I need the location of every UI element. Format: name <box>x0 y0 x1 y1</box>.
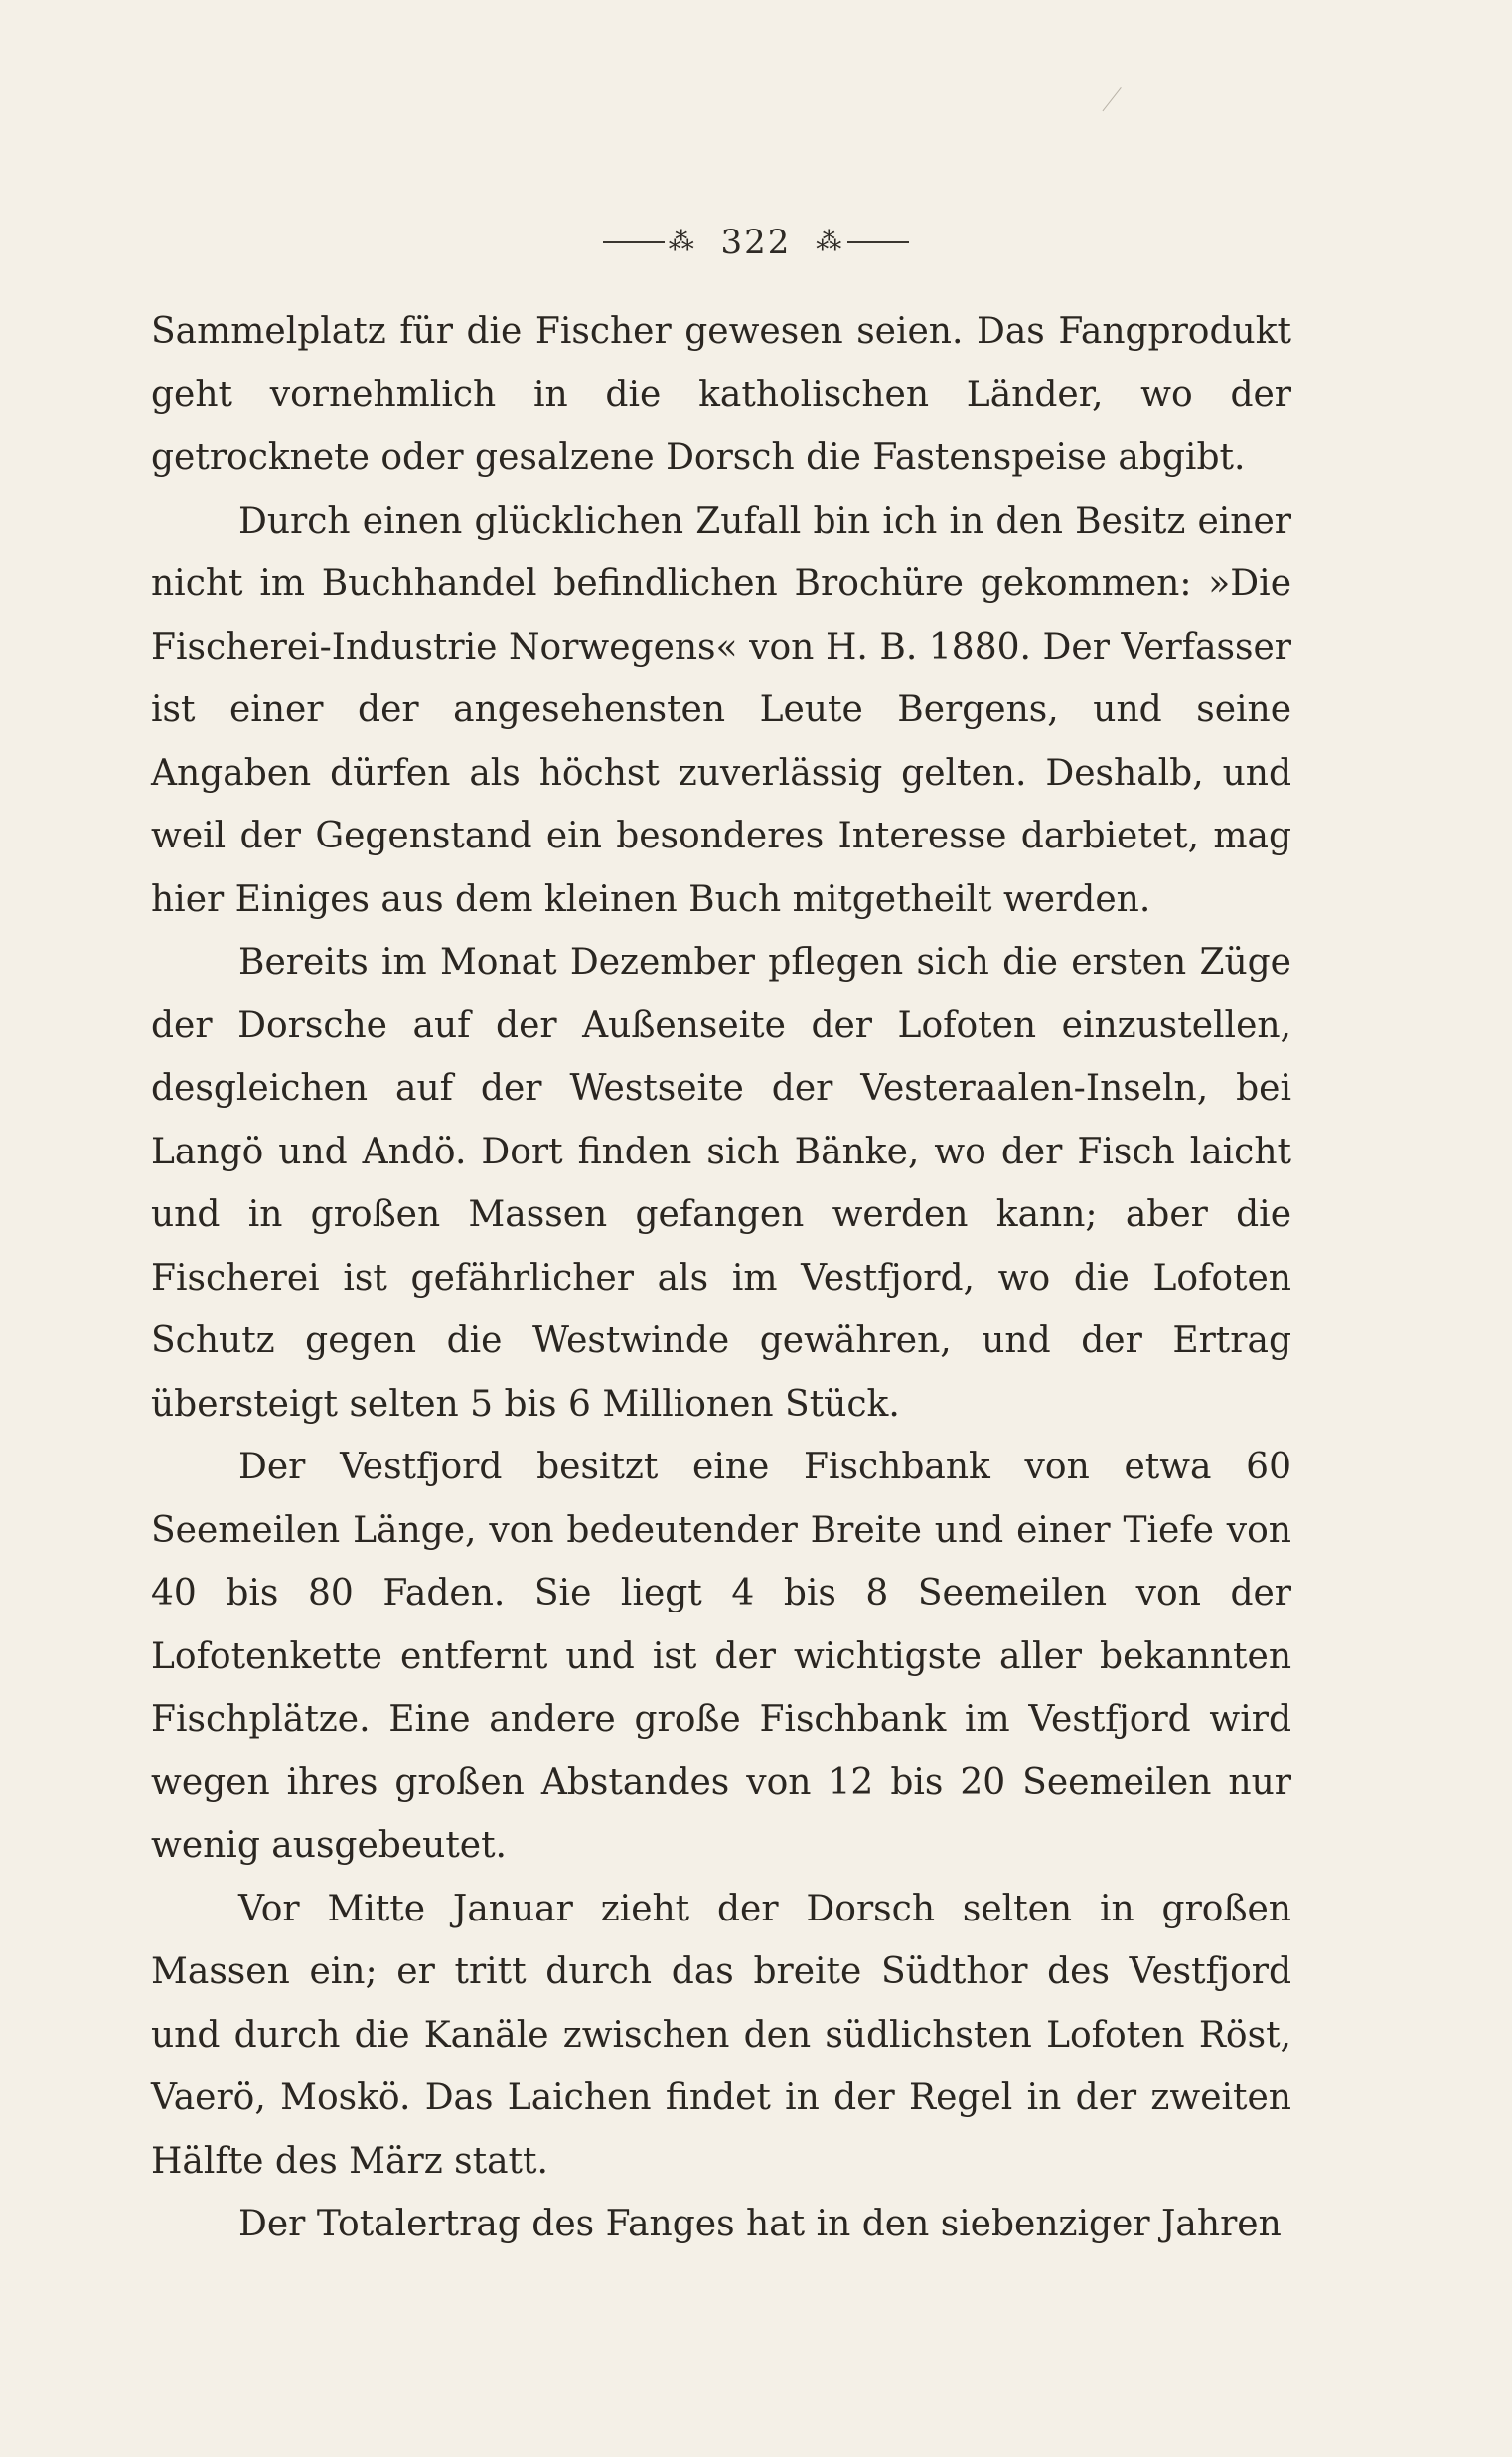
paragraph-2: Durch einen glücklichen Zufall bin ich in den Besitz einer nicht im Buchhandel befindlichen Brochüre gekommen: »Die Fischerei-Industrie Norwegens« von H. B. 1880. Der Verfasser ist einer der angesehensten Leute Bergens, und seine Angaben dürfen als höchst zuverlässig gelten. Deshalb, und weil der Gegenstand ein besonderes Interesse darbietet, mag hier Einiges aus dem kleinen Buch mitgetheilt werden. <box>151 500 1291 920</box>
paragraph-6: Der Totalertrag des Fanges hat in den siebenziger Jahren <box>238 2204 1282 2244</box>
header-rule-right <box>847 241 909 243</box>
page-number: 322 <box>720 223 792 262</box>
paragraph-5: Vor Mitte Januar zieht der Dorsch selten in großen Massen ein; er tritt durch das breite Südthor des Vestfjord und durch die Kanäle zwischen den südlichsten Lofoten Röst, Vaerö, Moskö. Das Laichen findet in der Regel in der zweiten Hälfte des März statt. <box>151 1888 1291 2182</box>
paragraph-3: Bereits im Monat Dezember pflegen sich die ersten Züge der Dorsche auf der Außenseite der Lofoten einzustellen, desgleichen auf der Westseite der Vesteraalen-Inseln, bei Langö und Andö. Dort finden sich Bänke, wo der Fisch laicht und in großen Massen gefangen werden kann; aber die Fischerei ist gefährlicher als im Vestfjord, wo die Lofoten Schutz gegen die Westwinde gewähren, und der Ertrag übersteigt selten 5 bis 6 Millionen Stück. <box>151 942 1291 1425</box>
header-rule-left <box>603 241 665 243</box>
header-ornament-right-icon: ⁂ <box>816 228 844 257</box>
header-ornament-left-icon: ⁂ <box>668 228 696 257</box>
pencil-mark <box>1103 87 1139 125</box>
page-header <box>0 221 1512 262</box>
paragraph-1: Sammelplatz für die Fischer gewesen seien. Das Fangprodukt geht vornehmlich in die katholischen Länder, wo der getrocknete oder gesalzene Dorsch die Fastenspeise abgibt. <box>151 311 1291 478</box>
paragraph-4: Der Vestfjord besitzt eine Fischbank von etwa 60 Seemeilen Länge, von bedeutender Breite und einer Tiefe von 40 bis 80 Faden. Sie liegt 4 bis 8 Seemeilen von der Lofotenkette entfernt und ist der wichtigste aller bekannten Fischplätze. Eine andere große Fischbank im Vestfjord wird wegen ihres großen Abstandes von 12 bis 20 Seemeilen nur wenig ausgebeutet. <box>151 1447 1291 1866</box>
page-body <box>151 300 1291 2256</box>
